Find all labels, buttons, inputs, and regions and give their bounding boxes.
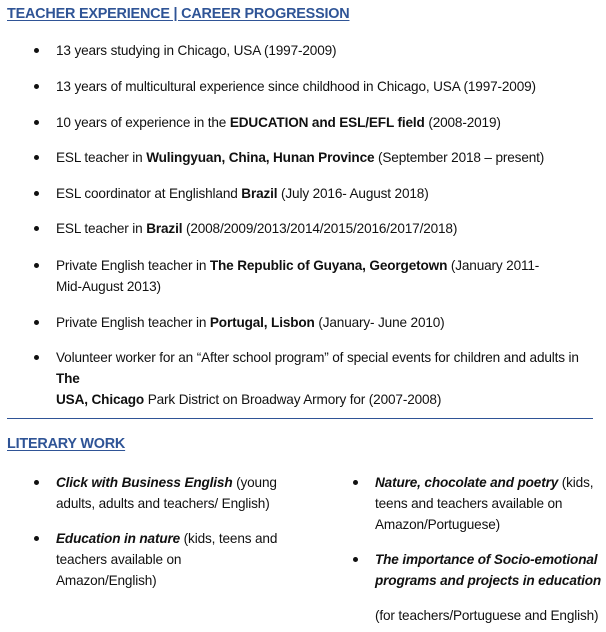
bullet-icon — [34, 191, 39, 196]
item-bold-text: Brazil — [241, 186, 278, 201]
item-bold-text: Wulingyuan, China, Hunan Province — [146, 150, 375, 165]
experience-item-text — [56, 40, 601, 61]
experience-item-text — [56, 255, 601, 297]
bullet-icon — [34, 84, 39, 89]
experience-item-text — [56, 183, 601, 204]
bullet-icon — [34, 480, 39, 485]
item-text: 13 years studying in Chicago, USA (1997-2009) — [56, 43, 337, 58]
bullet-icon — [34, 536, 39, 541]
experience-item-text — [56, 112, 601, 133]
literary-item-text — [375, 605, 605, 626]
book-details: (kids, — [558, 475, 594, 490]
item-text: ESL teacher in — [56, 150, 147, 165]
item-text: Private English teacher in — [56, 258, 210, 273]
experience-item-text — [56, 147, 601, 168]
item-text: (January- June 2010) — [314, 315, 445, 330]
bullet-icon — [34, 226, 39, 231]
item-text: ESL coordinator at Englishland — [56, 186, 242, 201]
section-heading-teacher-experience: TEACHER EXPERIENCE | CAREER PROGRESSION — [7, 6, 350, 22]
book-details: (kids, teens and — [180, 531, 278, 546]
item-text: (July 2016- August 2018) — [277, 186, 429, 201]
book-details: teens and teachers available on — [375, 496, 563, 511]
book-title: Education in nature — [56, 531, 181, 546]
bullet-icon — [34, 120, 39, 125]
item-text: ESL teacher in — [56, 221, 147, 236]
bullet-icon — [34, 355, 39, 360]
bullet-icon — [353, 557, 358, 562]
book-details: teachers available on — [56, 552, 182, 567]
bullet-icon — [353, 480, 358, 485]
experience-item-text — [56, 347, 601, 410]
item-text: (September 2018 – present) — [374, 150, 545, 165]
item-text: (January 2011- — [447, 258, 540, 273]
book-title: programs and projects in education — [375, 573, 602, 588]
literary-item-text — [375, 472, 605, 535]
item-text: Private English teacher in — [56, 315, 210, 330]
book-details: adults, adults and teachers/ English) — [56, 496, 270, 511]
experience-item-text — [56, 218, 601, 239]
experience-item-text — [56, 76, 601, 97]
book-title: The importance of Socio-emotional — [375, 552, 598, 567]
literary-item-text — [56, 472, 311, 514]
item-text: Volunteer worker for an “After school program” of special events for children and adults in — [56, 350, 579, 365]
item-text: (2008/2009/2013/2014/2015/2016/2017/2018) — [182, 221, 458, 236]
book-details: Amazon/Portuguese) — [375, 517, 501, 532]
item-text: 13 years of multicultural experience since childhood in Chicago, USA (1997-2009) — [56, 79, 536, 94]
item-bold-text: Brazil — [146, 221, 183, 236]
item-bold-text: The Republic of Guyana, Georgetown — [209, 258, 448, 273]
literary-item-text — [375, 549, 605, 591]
book-details: (for teachers/Portuguese and English) — [375, 608, 599, 623]
bullet-icon — [34, 48, 39, 53]
item-bold-text: EDUCATION and ESL/EFL field — [229, 115, 425, 130]
bullet-icon — [34, 320, 39, 325]
section-heading-literary-work: LITERARY WORK — [7, 436, 126, 452]
item-text: Mid-August 2013) — [56, 279, 161, 294]
literary-item-text — [56, 528, 311, 591]
item-text: Park District on Broadway Armory for (2007-2008) — [144, 392, 442, 407]
experience-item-text — [56, 312, 601, 333]
book-title: Click with Business English — [56, 475, 233, 490]
book-details: (young — [232, 475, 277, 490]
item-text: (2008-2019) — [424, 115, 501, 130]
book-title: Nature, chocolate and poetry — [375, 475, 559, 490]
item-bold-text: Portugal, Lisbon — [209, 315, 315, 330]
bullet-icon — [34, 155, 39, 160]
section-divider — [7, 418, 593, 419]
book-details: Amazon/English) — [56, 573, 157, 588]
item-text: 10 years of experience in the — [56, 115, 230, 130]
bullet-icon — [34, 263, 39, 268]
item-bold-text: USA, Chicago — [56, 392, 145, 407]
item-bold-text: The — [56, 371, 80, 386]
